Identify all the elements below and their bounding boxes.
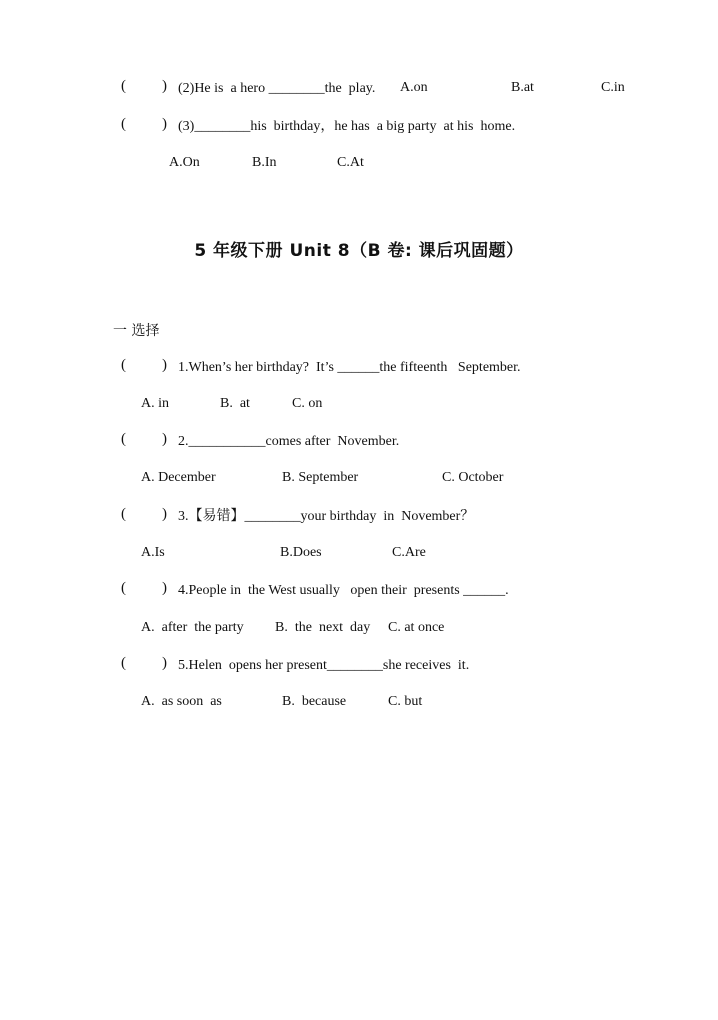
answer-bracket-close: ) [162,431,167,447]
option-a: A.Is [141,545,165,560]
option-c: C.Are [392,545,426,560]
question-stem: (3)________his birthday，he has a big party at his home. [178,119,516,134]
section-title: 一 选择 [113,323,160,339]
answer-bracket-open: ( [121,357,126,373]
option-a: A. after the party [141,620,244,635]
answer-bracket-close: ) [162,655,167,671]
question-stem: (2)He is a hero ________the play. [178,81,376,96]
answer-bracket-open: ( [121,655,126,671]
answer-bracket-open: ( [121,431,126,447]
answer-bracket-open: ( [121,506,126,522]
question-stem: 4.People in the West usually open their presents ______. [178,583,509,598]
option-a: A.On [169,155,200,170]
option-a: A.on [400,80,428,95]
option-b: B.Does [280,545,322,560]
question-stem: 1.When’s her birthday? It’s ______the fifteenth September. [178,360,521,375]
option-a: A. as soon as [141,694,222,709]
unit-title: 5 年级下册 Unit 8（B 卷: 课后巩固题） [194,241,524,261]
option-c: C. October [442,470,504,485]
answer-bracket-close: ) [162,506,167,522]
option-b: B. at [220,396,250,411]
option-a: A. December [141,470,216,485]
option-a: A. in [141,396,169,411]
option-c: C. at once [388,620,445,635]
answer-bracket-open: ( [121,116,126,132]
question-stem: 3.【易错】________your birthday in November？ [178,509,475,524]
option-b: B. because [282,694,347,709]
option-b: B.In [252,155,277,170]
answer-bracket-close: ) [162,116,167,132]
option-b: B. September [282,470,359,485]
answer-bracket-close: ) [162,580,167,596]
option-c: C.in [601,80,625,95]
question-stem: 2.___________comes after November. [178,434,400,449]
option-c: C. on [292,396,323,411]
option-b: B. the next day [275,620,371,635]
answer-bracket-open: ( [121,78,126,94]
option-b: B.at [511,80,534,95]
answer-bracket-close: ) [162,78,167,94]
option-c: C.At [337,155,364,170]
answer-bracket-close: ) [162,357,167,373]
question-stem: 5.Helen opens her present________she receives it. [178,658,470,673]
answer-bracket-open: ( [121,580,126,596]
option-c: C. but [388,694,423,709]
